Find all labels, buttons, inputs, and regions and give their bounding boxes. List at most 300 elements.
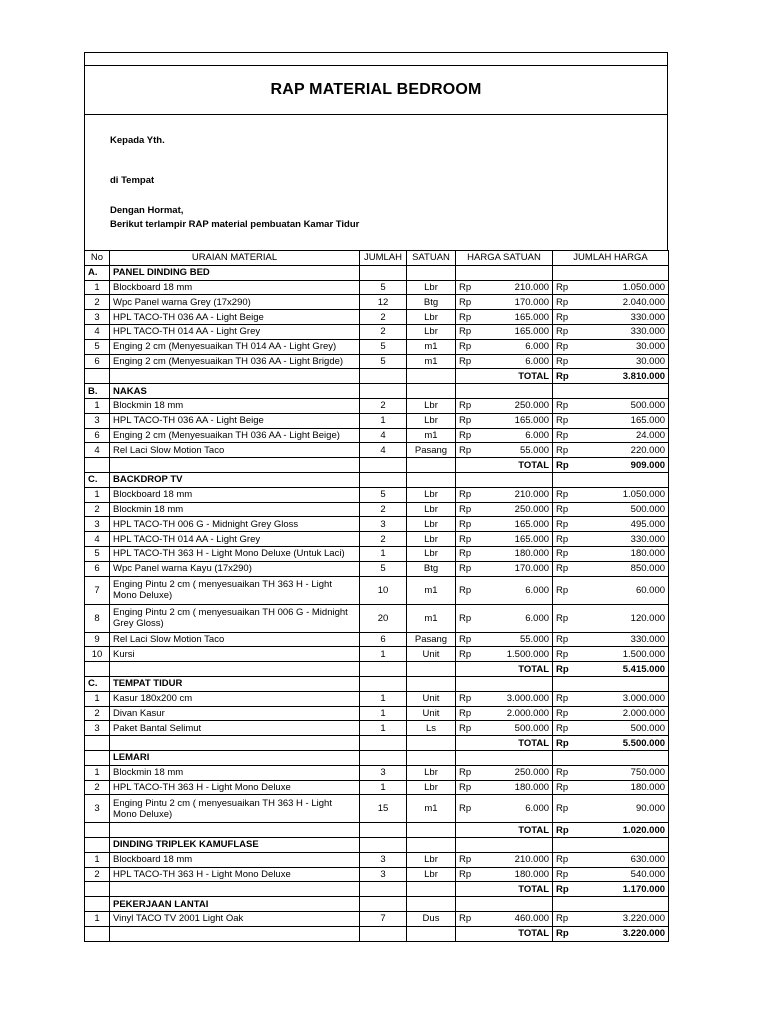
item-row bbox=[85, 795, 669, 823]
empty-cell bbox=[360, 676, 407, 691]
item-unit-price: 165.000 bbox=[478, 310, 553, 325]
item-description: Divan Kasur bbox=[110, 706, 360, 721]
total-currency: Rp bbox=[553, 369, 575, 384]
item-amount: 3.000.000 bbox=[575, 691, 669, 706]
section-header-row bbox=[85, 676, 669, 691]
item-unit-price: 55.000 bbox=[478, 632, 553, 647]
item-amount-currency: Rp bbox=[553, 561, 575, 576]
empty-cell bbox=[407, 897, 456, 912]
item-price-currency: Rp bbox=[456, 310, 478, 325]
item-price-currency: Rp bbox=[456, 780, 478, 795]
item-no: 3 bbox=[85, 517, 110, 532]
item-description: Blockboard 18 mm bbox=[110, 852, 360, 867]
item-price-currency: Rp bbox=[456, 632, 478, 647]
empty-cell bbox=[85, 823, 110, 838]
item-row bbox=[85, 280, 669, 295]
item-unit: Unit bbox=[407, 691, 456, 706]
item-amount: 540.000 bbox=[575, 867, 669, 882]
item-row bbox=[85, 691, 669, 706]
empty-cell bbox=[456, 472, 553, 487]
empty-cell bbox=[360, 384, 407, 399]
item-quantity: 1 bbox=[360, 780, 407, 795]
item-amount: 495.000 bbox=[575, 517, 669, 532]
item-row bbox=[85, 413, 669, 428]
item-quantity: 5 bbox=[360, 561, 407, 576]
item-quantity: 5 bbox=[360, 354, 407, 369]
item-amount-currency: Rp bbox=[553, 487, 575, 502]
item-quantity: 6 bbox=[360, 632, 407, 647]
item-amount-currency: Rp bbox=[553, 647, 575, 662]
item-row bbox=[85, 532, 669, 547]
total-currency: Rp bbox=[553, 823, 575, 838]
item-amount: 24.000 bbox=[575, 428, 669, 443]
item-unit-price: 500.000 bbox=[478, 721, 553, 736]
item-unit: Lbr bbox=[407, 546, 456, 561]
item-row bbox=[85, 339, 669, 354]
section-total-amount: 5.415.000 bbox=[575, 662, 669, 677]
section-total-row bbox=[85, 882, 669, 897]
item-unit-price: 3.000.000 bbox=[478, 691, 553, 706]
item-price-currency: Rp bbox=[456, 339, 478, 354]
empty-cell bbox=[407, 265, 456, 280]
item-description: HPL TACO-TH 014 AA - Light Grey bbox=[110, 324, 360, 339]
item-amount-currency: Rp bbox=[553, 295, 575, 310]
item-quantity: 12 bbox=[360, 295, 407, 310]
item-amount-currency: Rp bbox=[553, 852, 575, 867]
item-description: Blockboard 18 mm bbox=[110, 487, 360, 502]
section-code bbox=[85, 750, 110, 765]
item-unit-price: 250.000 bbox=[478, 398, 553, 413]
empty-cell bbox=[85, 369, 110, 384]
item-amount: 1.050.000 bbox=[575, 487, 669, 502]
empty-cell bbox=[360, 750, 407, 765]
empty-cell bbox=[360, 926, 407, 941]
section-total-amount: 909.000 bbox=[575, 458, 669, 473]
item-amount: 3.220.000 bbox=[575, 912, 669, 927]
item-no: 4 bbox=[85, 324, 110, 339]
item-unit: m1 bbox=[407, 795, 456, 823]
section-total-row bbox=[85, 736, 669, 751]
item-quantity: 1 bbox=[360, 706, 407, 721]
section-code: B. bbox=[85, 384, 110, 399]
item-amount-currency: Rp bbox=[553, 339, 575, 354]
item-amount-currency: Rp bbox=[553, 532, 575, 547]
item-quantity: 5 bbox=[360, 280, 407, 295]
empty-cell bbox=[407, 823, 456, 838]
item-price-currency: Rp bbox=[456, 487, 478, 502]
item-amount-currency: Rp bbox=[553, 517, 575, 532]
empty-cell bbox=[110, 662, 360, 677]
total-label: TOTAL bbox=[456, 926, 553, 941]
item-amount-currency: Rp bbox=[553, 706, 575, 721]
item-unit-price: 2.000.000 bbox=[478, 706, 553, 721]
item-quantity: 1 bbox=[360, 691, 407, 706]
item-description: Wpc Panel warna Kayu (17x290) bbox=[110, 561, 360, 576]
item-no: 3 bbox=[85, 310, 110, 325]
item-unit-price: 460.000 bbox=[478, 912, 553, 927]
item-unit: Lbr bbox=[407, 867, 456, 882]
empty-cell bbox=[360, 265, 407, 280]
item-price-currency: Rp bbox=[456, 604, 478, 632]
item-price-currency: Rp bbox=[456, 691, 478, 706]
item-price-currency: Rp bbox=[456, 324, 478, 339]
item-description: Paket Bantal Selimut bbox=[110, 721, 360, 736]
section-total-row bbox=[85, 458, 669, 473]
section-name: LEMARI bbox=[110, 750, 360, 765]
letter-body: Berikut terlampir RAP material pembuatan Kamar Tidur bbox=[110, 219, 360, 230]
item-description: Rel Laci Slow Motion Taco bbox=[110, 443, 360, 458]
item-amount-currency: Rp bbox=[553, 324, 575, 339]
item-quantity: 20 bbox=[360, 604, 407, 632]
item-unit: m1 bbox=[407, 339, 456, 354]
empty-cell bbox=[85, 662, 110, 677]
section-total-row bbox=[85, 662, 669, 677]
item-price-currency: Rp bbox=[456, 721, 478, 736]
item-row bbox=[85, 502, 669, 517]
empty-cell bbox=[360, 458, 407, 473]
item-description: Blockmin 18 mm bbox=[110, 502, 360, 517]
item-description: HPL TACO-TH 036 AA - Light Beige bbox=[110, 310, 360, 325]
item-quantity: 2 bbox=[360, 324, 407, 339]
empty-cell bbox=[456, 750, 553, 765]
empty-cell bbox=[407, 926, 456, 941]
empty-cell bbox=[110, 458, 360, 473]
item-unit-price: 165.000 bbox=[478, 517, 553, 532]
item-amount: 165.000 bbox=[575, 413, 669, 428]
item-no: 2 bbox=[85, 706, 110, 721]
item-amount-currency: Rp bbox=[553, 576, 575, 604]
item-description: Rel Laci Slow Motion Taco bbox=[110, 632, 360, 647]
item-no: 2 bbox=[85, 502, 110, 517]
empty-cell bbox=[360, 662, 407, 677]
item-amount: 30.000 bbox=[575, 354, 669, 369]
item-unit-price: 210.000 bbox=[478, 487, 553, 502]
item-quantity: 3 bbox=[360, 852, 407, 867]
item-unit: Lbr bbox=[407, 413, 456, 428]
item-amount: 330.000 bbox=[575, 324, 669, 339]
item-unit: Lbr bbox=[407, 532, 456, 547]
empty-cell bbox=[360, 369, 407, 384]
item-quantity: 1 bbox=[360, 721, 407, 736]
item-unit-price: 165.000 bbox=[478, 413, 553, 428]
item-quantity: 5 bbox=[360, 339, 407, 354]
item-amount-currency: Rp bbox=[553, 691, 575, 706]
item-no: 1 bbox=[85, 398, 110, 413]
empty-cell bbox=[553, 838, 669, 853]
item-unit-price: 6.000 bbox=[478, 339, 553, 354]
section-header-row bbox=[85, 384, 669, 399]
table-body bbox=[85, 265, 669, 941]
section-name: NAKAS bbox=[110, 384, 360, 399]
item-amount: 180.000 bbox=[575, 780, 669, 795]
item-unit-price: 6.000 bbox=[478, 795, 553, 823]
empty-cell bbox=[407, 472, 456, 487]
item-no: 3 bbox=[85, 795, 110, 823]
item-amount-currency: Rp bbox=[553, 721, 575, 736]
empty-cell bbox=[360, 838, 407, 853]
item-unit: m1 bbox=[407, 428, 456, 443]
item-no: 8 bbox=[85, 604, 110, 632]
section-total-amount: 3.220.000 bbox=[575, 926, 669, 941]
empty-cell bbox=[360, 472, 407, 487]
item-unit: Lbr bbox=[407, 502, 456, 517]
item-price-currency: Rp bbox=[456, 912, 478, 927]
item-no: 9 bbox=[85, 632, 110, 647]
item-amount-currency: Rp bbox=[553, 428, 575, 443]
section-header-row bbox=[85, 265, 669, 280]
item-amount: 850.000 bbox=[575, 561, 669, 576]
section-code bbox=[85, 897, 110, 912]
header-unit-price: HARGA SATUAN bbox=[456, 251, 553, 266]
empty-cell bbox=[456, 676, 553, 691]
item-amount-currency: Rp bbox=[553, 604, 575, 632]
section-total-amount: 5.500.000 bbox=[575, 736, 669, 751]
item-unit-price: 55.000 bbox=[478, 443, 553, 458]
item-quantity: 10 bbox=[360, 576, 407, 604]
empty-cell bbox=[553, 384, 669, 399]
empty-cell bbox=[407, 384, 456, 399]
item-amount-currency: Rp bbox=[553, 546, 575, 561]
item-description: Enging 2 cm (Menyesuaikan TH 036 AA - Light Brigde) bbox=[110, 354, 360, 369]
item-quantity: 2 bbox=[360, 398, 407, 413]
item-no: 5 bbox=[85, 546, 110, 561]
total-label: TOTAL bbox=[456, 662, 553, 677]
item-amount-currency: Rp bbox=[553, 780, 575, 795]
item-amount: 120.000 bbox=[575, 604, 669, 632]
section-name: PEKERJAAN LANTAI bbox=[110, 897, 360, 912]
item-quantity: 5 bbox=[360, 487, 407, 502]
empty-cell bbox=[407, 458, 456, 473]
item-quantity: 1 bbox=[360, 546, 407, 561]
item-unit: Ls bbox=[407, 721, 456, 736]
item-unit: Unit bbox=[407, 706, 456, 721]
total-label: TOTAL bbox=[456, 458, 553, 473]
item-amount: 330.000 bbox=[575, 310, 669, 325]
item-price-currency: Rp bbox=[456, 398, 478, 413]
item-amount: 30.000 bbox=[575, 339, 669, 354]
item-price-currency: Rp bbox=[456, 354, 478, 369]
item-amount-currency: Rp bbox=[553, 765, 575, 780]
item-price-currency: Rp bbox=[456, 867, 478, 882]
empty-cell bbox=[85, 458, 110, 473]
empty-cell bbox=[407, 662, 456, 677]
item-unit: Lbr bbox=[407, 324, 456, 339]
item-amount: 90.000 bbox=[575, 795, 669, 823]
item-row bbox=[85, 398, 669, 413]
item-amount-currency: Rp bbox=[553, 502, 575, 517]
item-quantity: 1 bbox=[360, 647, 407, 662]
item-no: 2 bbox=[85, 295, 110, 310]
item-unit-price: 170.000 bbox=[478, 295, 553, 310]
item-row bbox=[85, 428, 669, 443]
item-no: 3 bbox=[85, 721, 110, 736]
item-row bbox=[85, 324, 669, 339]
item-unit: Lbr bbox=[407, 398, 456, 413]
item-amount: 60.000 bbox=[575, 576, 669, 604]
item-price-currency: Rp bbox=[456, 706, 478, 721]
item-price-currency: Rp bbox=[456, 280, 478, 295]
section-total-row bbox=[85, 926, 669, 941]
item-price-currency: Rp bbox=[456, 295, 478, 310]
empty-cell bbox=[553, 750, 669, 765]
item-description: Enging Pintu 2 cm ( menyesuaikan TH 363 H - Light Mono Deluxe) bbox=[110, 576, 360, 604]
total-label: TOTAL bbox=[456, 736, 553, 751]
item-quantity: 2 bbox=[360, 532, 407, 547]
header-description: URAIAN MATERIAL bbox=[110, 251, 360, 266]
empty-cell bbox=[110, 823, 360, 838]
section-total-row bbox=[85, 369, 669, 384]
item-quantity: 3 bbox=[360, 517, 407, 532]
item-description: Blockmin 18 mm bbox=[110, 765, 360, 780]
empty-cell bbox=[407, 676, 456, 691]
item-description: HPL TACO-TH 036 AA - Light Beige bbox=[110, 413, 360, 428]
item-unit: Pasang bbox=[407, 443, 456, 458]
item-row bbox=[85, 354, 669, 369]
item-no: 2 bbox=[85, 867, 110, 882]
item-unit: Unit bbox=[407, 647, 456, 662]
empty-cell bbox=[407, 369, 456, 384]
item-amount: 330.000 bbox=[575, 632, 669, 647]
item-no: 1 bbox=[85, 280, 110, 295]
document-title: RAP MATERIAL BEDROOM bbox=[270, 81, 482, 98]
item-amount: 2.040.000 bbox=[575, 295, 669, 310]
item-unit-price: 165.000 bbox=[478, 324, 553, 339]
letter-block bbox=[84, 115, 668, 250]
item-row bbox=[85, 443, 669, 458]
empty-cell bbox=[456, 897, 553, 912]
total-label: TOTAL bbox=[456, 823, 553, 838]
total-currency: Rp bbox=[553, 662, 575, 677]
section-header-row bbox=[85, 472, 669, 487]
empty-cell bbox=[85, 736, 110, 751]
item-quantity: 1 bbox=[360, 413, 407, 428]
item-unit-price: 6.000 bbox=[478, 428, 553, 443]
item-no: 3 bbox=[85, 413, 110, 428]
item-amount: 330.000 bbox=[575, 532, 669, 547]
empty-cell bbox=[110, 926, 360, 941]
item-no: 6 bbox=[85, 428, 110, 443]
item-amount: 630.000 bbox=[575, 852, 669, 867]
item-amount-currency: Rp bbox=[553, 867, 575, 882]
item-no: 6 bbox=[85, 561, 110, 576]
item-amount-currency: Rp bbox=[553, 398, 575, 413]
item-row bbox=[85, 561, 669, 576]
item-unit: Btg bbox=[407, 295, 456, 310]
item-unit-price: 210.000 bbox=[478, 852, 553, 867]
item-price-currency: Rp bbox=[456, 795, 478, 823]
item-price-currency: Rp bbox=[456, 647, 478, 662]
item-amount-currency: Rp bbox=[553, 354, 575, 369]
item-row bbox=[85, 765, 669, 780]
item-unit: Lbr bbox=[407, 280, 456, 295]
item-description: HPL TACO-TH 363 H - Light Mono Deluxe bbox=[110, 867, 360, 882]
item-no: 4 bbox=[85, 443, 110, 458]
empty-cell bbox=[456, 265, 553, 280]
empty-cell bbox=[553, 265, 669, 280]
section-header-row bbox=[85, 750, 669, 765]
item-price-currency: Rp bbox=[456, 502, 478, 517]
item-amount: 1.500.000 bbox=[575, 647, 669, 662]
total-label: TOTAL bbox=[456, 882, 553, 897]
item-quantity: 15 bbox=[360, 795, 407, 823]
material-table bbox=[84, 250, 669, 942]
item-description: Enging 2 cm (Menyesuaikan TH 036 AA - Light Beige) bbox=[110, 428, 360, 443]
section-name: PANEL DINDING BED bbox=[110, 265, 360, 280]
item-row bbox=[85, 295, 669, 310]
item-no: 1 bbox=[85, 691, 110, 706]
section-header-row bbox=[85, 838, 669, 853]
rap-document bbox=[84, 52, 668, 942]
item-row bbox=[85, 852, 669, 867]
item-quantity: 4 bbox=[360, 428, 407, 443]
item-amount: 500.000 bbox=[575, 398, 669, 413]
item-no: 7 bbox=[85, 576, 110, 604]
empty-cell bbox=[407, 838, 456, 853]
empty-cell bbox=[456, 384, 553, 399]
item-row bbox=[85, 721, 669, 736]
section-total-amount: 3.810.000 bbox=[575, 369, 669, 384]
item-quantity: 7 bbox=[360, 912, 407, 927]
section-code: C. bbox=[85, 676, 110, 691]
header-quantity: JUMLAH bbox=[360, 251, 407, 266]
item-row bbox=[85, 867, 669, 882]
item-amount-currency: Rp bbox=[553, 795, 575, 823]
empty-cell bbox=[110, 736, 360, 751]
item-description: Kursi bbox=[110, 647, 360, 662]
total-label: TOTAL bbox=[456, 369, 553, 384]
item-description: HPL TACO-TH 363 H - Light Mono Deluxe (Untuk Laci) bbox=[110, 546, 360, 561]
item-description: HPL TACO-TH 363 H - Light Mono Deluxe bbox=[110, 780, 360, 795]
item-amount: 1.050.000 bbox=[575, 280, 669, 295]
item-unit-price: 6.000 bbox=[478, 354, 553, 369]
empty-cell bbox=[553, 897, 669, 912]
item-unit: m1 bbox=[407, 604, 456, 632]
item-no: 10 bbox=[85, 647, 110, 662]
item-amount-currency: Rp bbox=[553, 413, 575, 428]
item-quantity: 3 bbox=[360, 765, 407, 780]
item-description: Kasur 180x200 cm bbox=[110, 691, 360, 706]
item-unit-price: 165.000 bbox=[478, 532, 553, 547]
sheet-top-border bbox=[84, 52, 668, 65]
section-code bbox=[85, 838, 110, 853]
item-price-currency: Rp bbox=[456, 443, 478, 458]
item-amount: 500.000 bbox=[575, 721, 669, 736]
item-unit-price: 250.000 bbox=[478, 765, 553, 780]
item-unit: Lbr bbox=[407, 517, 456, 532]
item-unit-price: 250.000 bbox=[478, 502, 553, 517]
empty-cell bbox=[407, 882, 456, 897]
item-unit-price: 180.000 bbox=[478, 780, 553, 795]
section-total-row bbox=[85, 823, 669, 838]
item-amount: 2.000.000 bbox=[575, 706, 669, 721]
item-description: Wpc Panel warna Grey (17x290) bbox=[110, 295, 360, 310]
item-no: 2 bbox=[85, 780, 110, 795]
item-description: Enging Pintu 2 cm ( menyesuaikan TH 006 G - Midnight Grey Gloss) bbox=[110, 604, 360, 632]
item-unit-price: 6.000 bbox=[478, 576, 553, 604]
header-no: No bbox=[85, 251, 110, 266]
total-currency: Rp bbox=[553, 736, 575, 751]
section-header-row bbox=[85, 897, 669, 912]
item-row bbox=[85, 632, 669, 647]
section-name: DINDING TRIPLEK KAMUFLASE bbox=[110, 838, 360, 853]
item-unit-price: 170.000 bbox=[478, 561, 553, 576]
item-unit-price: 210.000 bbox=[478, 280, 553, 295]
item-no: 4 bbox=[85, 532, 110, 547]
empty-cell bbox=[553, 472, 669, 487]
item-unit-price: 180.000 bbox=[478, 546, 553, 561]
total-currency: Rp bbox=[553, 458, 575, 473]
item-unit: Lbr bbox=[407, 852, 456, 867]
